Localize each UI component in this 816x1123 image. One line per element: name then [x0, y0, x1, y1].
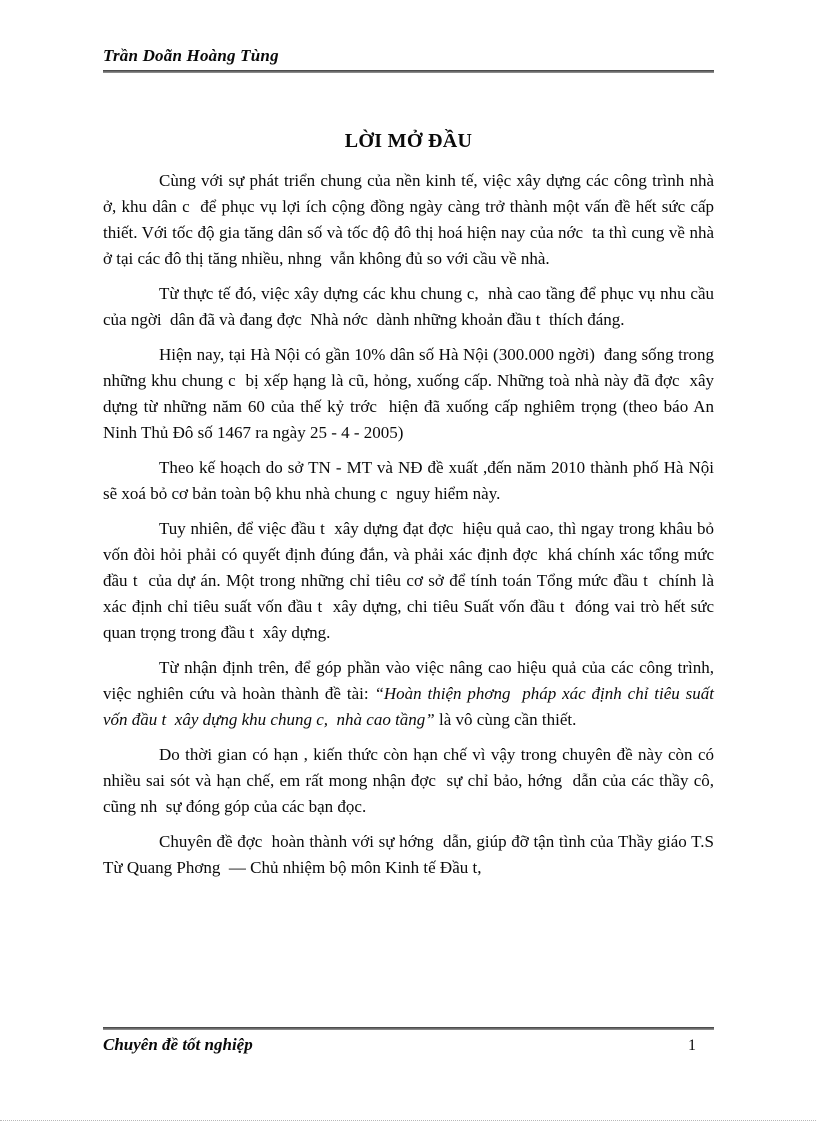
header-author: Trần Doãn Hoàng Tùng: [103, 46, 279, 65]
paragraph: [103, 742, 719, 820]
page-bottom-edge: [0, 1120, 816, 1121]
paragraph-text: Cùng với sự phát triển chung của nền kinh tế, việc xây dựng các công trình nhà ở, khu dân c để phục vụ lợi ích cộng đồng ngày càng trở thành một vấn đề hết sức cấp thiết. Với tốc độ gia tăng dân số và tốc độ đô thị hoá hiện nay của nớc ta thì cung về nhà ở tại các đô thị tăng nhiều, nhng vẫn không đủ so với cầu về nhà.: [103, 171, 719, 268]
paragraph-text: Tuy nhiên, để việc đầu t xây dựng đạt đợc hiệu quả cao, thì ngay trong khâu bỏ vốn đòi hỏi phải có quyết định đúng đắn, và phải xác định đợc khá chính xác tổng mức đầu t của dự án. Một trong những chỉ tiêu cơ sở để tính toán Tổng mức đầu t chính là xác định chỉ tiêu suất vốn đầu t xây dựng, chi tiêu Suất vốn đầu t đóng vai trò hết sức quan trọng trong đầu t xây dựng.: [103, 519, 719, 642]
paragraphs-container: [103, 168, 719, 881]
footer-row: [103, 1035, 714, 1055]
paragraph-text: Từ thực tế đó, việc xây dựng các khu chung c, nhà cao tầng để phục vụ nhu cầu của ngời dân đã và đang đợc Nhà nớc dành những khoản đầu t thích đáng.: [103, 284, 719, 329]
paragraph: [103, 516, 719, 646]
paragraph: [103, 342, 719, 446]
paragraph-text: là vô cùng cần thiết.: [434, 710, 577, 729]
paragraph: [103, 455, 719, 507]
header-rule: [103, 70, 714, 73]
paragraph-text: Do thời gian có hạn , kiến thức còn hạn chế vì vậy trong chuyên đề này còn có nhiều sai sót và hạn chế, em rất mong nhận đợc sự chỉ bảo, hớng dẫn của các thầy cô, cũng nh sự đóng góp của các bạn đọc.: [103, 745, 719, 816]
paragraph: [103, 281, 719, 333]
paragraph-text: Từ nhận định trên, để góp phần vào việc nâng cao hiệu quả của các công trình, việc nghiên cứu và hoàn thành đề tài:: [103, 658, 719, 703]
paragraph-text: Hiện nay, tại Hà Nội có gần 10% dân số Hà Nội (300.000 ngời) đang sống trong những khu chung c bị xếp hạng là cũ, hỏng, xuống cấp. Những toà nhà này đã đợc xây dựng từ những năm 60 của thế kỷ trớc hiện đã xuống cấp nghiêm trọng (theo báo An Ninh Thủ Đô số 1467 ra ngày 25 - 4 - 2005): [103, 345, 719, 442]
footer-rule: [103, 1027, 714, 1030]
page-number: 1: [688, 1037, 696, 1054]
paragraph-text-italic: “Hoàn thiện phơng pháp xác định chỉ tiêu suất vốn đầu t xây dựng khu chung c, nhà cao tầng”: [103, 684, 719, 729]
document-body: [103, 75, 719, 890]
paragraph-text: Chuyên đề đợc hoàn thành với sự hớng dẫn, giúp đỡ tận tình của Thầy giáo T.S Từ Quang Phơng — Chủ nhiệm bộ môn Kinh tế Đầu t,: [103, 832, 718, 877]
footer-label: Chuyên đề tốt nghiệp: [103, 1035, 253, 1054]
paragraph: [103, 829, 718, 881]
paragraph: [103, 168, 719, 272]
paragraph: [103, 655, 719, 733]
page-footer: [103, 1027, 714, 1055]
page-header: [103, 0, 714, 73]
paragraph-text: Theo kế hoạch do sở TN - MT và NĐ đề xuất ,đến năm 2010 thành phố Hà Nội sẽ xoá bỏ cơ bản toàn bộ khu nhà chung c nguy hiểm này.: [103, 458, 719, 503]
document-title: LỜI MỞ ĐẦU: [344, 130, 473, 152]
